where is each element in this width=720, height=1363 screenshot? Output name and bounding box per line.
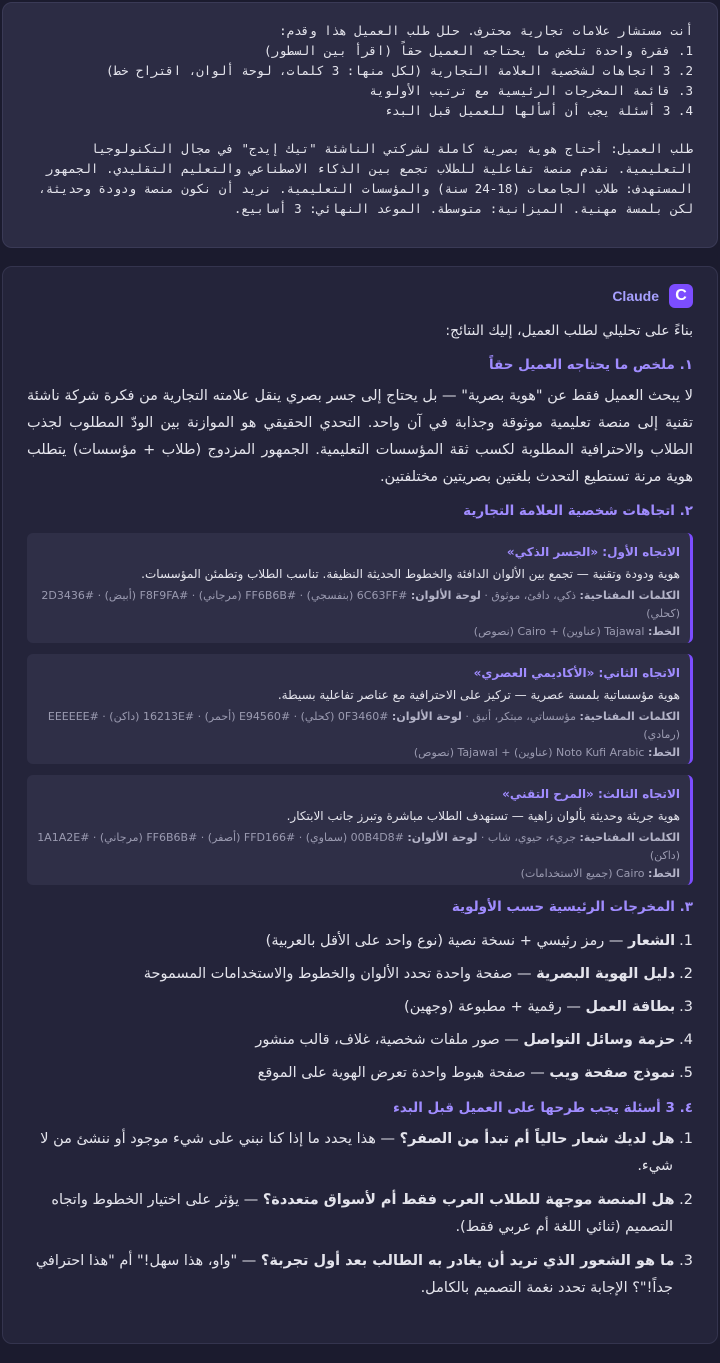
item-number: 1. (679, 933, 693, 949)
item-number: 3. (679, 1253, 693, 1269)
summary-paragraph: لا يبحث العميل فقط عن "هوية بصرية" — بل يحتاج إلى جسر بصري ينقل علامته التجارية من فكرة شركة ناشئة تقنية إلى منصة تعليمية موثوقة وجذابة في آن واحد. التحدي الحقيقي هو الموازنة بين الودّ المطلوب لجذب الطلاب والاحترافية المطلوبة لكسب ثقة المؤسسات التعليمية. الجمهور المزدوج (طلاب + مؤسسات) يتطلب هوية مرنة تستطيع التحدث بلغتين بصريتين مختلفتين. (27, 388, 693, 485)
section-title-questions: ٤. 3 أسئلة يجب طرحها على العميل قبل البدء (392, 1100, 693, 1116)
item-desc: — رمز رئيسي + نسخة نصية (نوع واحد على الأقل بالعربية) (265, 933, 628, 949)
item-number: 2. (679, 966, 693, 982)
direction-meta: الكلمات المفتاحية: مؤسساتي، مبتكر، أنيق · لوحة الألوان: #0F3460 (كحلي) · #E94560 (أحمر) · #16213E (داكن) · #EEEEEE (رمادي) الخط: Noto Kufi Arabic (عناوين) + Tajawal (نصوص) (47, 710, 680, 759)
direction-palette: #6C63FF (بنفسجي) · #FF6B6B (مرجاني) · #F8F9FA (أبيض) · #2D3436 (كحلي) (41, 589, 680, 620)
direction-font: Noto Kufi Arabic (عناوين) + Tajawal (نصوص) (413, 746, 645, 759)
item-desc: — صفحة واحدة تحدد الألوان والخطوط والاستخدامات المسموحة (143, 966, 537, 982)
questions-list (27, 1126, 693, 1302)
client-request-text: طلب العميل: أحتاج هوية بصرية كاملة لشركتي الناشئة "تيك إيدج" في مجال التكنولوجيا التعليمية. نقدم منصة تفاعلية للطلاب تجمع بين الذكاء الاصطناعي والتعليم التقليدي. الجمهور المستهدف: طلاب الجامعات (18-24 سنة) والمؤسسات التعليمية. نريد أن نكون منصة ودودة وحديثة، لكن بلمسة مهنية. الميزانية: متوسطة. الموعد النهائي: 3 أسابيع. (38, 141, 693, 216)
item-name: بطاقة العمل (585, 999, 676, 1015)
item-number: 4. (679, 1032, 693, 1048)
question-explanation: — "واو، هذا سهل!" أم "هذا احترافي جداً!"؟ الإجابة تحدد نغمة التصميم بالكامل. (35, 1253, 673, 1296)
prompt-line: 1. فقرة واحدة تلخص ما يحتاجه العميل حقاً (اقرأ بين السطور) (264, 43, 693, 58)
section-title-summary: ١. ملخص ما يحتاجه العميل حقاً (488, 357, 693, 373)
item-name: الشعار (628, 933, 676, 949)
direction-font: Cairo (جميع الاستخدامات) (520, 867, 645, 880)
question-explanation: — يؤثر على اختيار الخطوط واتجاه التصميم (ثنائي اللغة أم عربي فقط). (51, 1192, 673, 1235)
direction-meta: الكلمات المفتاحية: جريء، حيوي، شاب · لوحة الألوان: #00B4D8 (سماوي) · #FFD166 (أصفر) · #FF6B6B (مرجاني) · #1A1A2E (داكن) الخط: Cairo (جميع الاستخدامات) (37, 831, 680, 880)
item-name: نموذج صفحة ويب (549, 1065, 676, 1081)
question-text: هل لديك شعار حالياً أم تبدأ من الصفر؟ (399, 1131, 675, 1147)
item-desc: — صفحة هبوط واحدة تعرض الهوية على الموقع (257, 1065, 550, 1081)
item-name: حزمة وسائل التواصل (523, 1032, 676, 1048)
direction-title: الاتجاه الثالث: «المرح التقني» (502, 787, 680, 801)
direction-keywords: جريء، حيوي، شاب (487, 831, 577, 844)
item-number: 2. (679, 1192, 693, 1208)
palette-label: لوحة الألوان: (407, 831, 478, 844)
prompt-line: أنت مستشار علامات تجارية محترف. حلل طلب العميل هذا وقدم: (279, 23, 693, 38)
palette-label: لوحة الألوان: (410, 589, 481, 602)
font-label: الخط: (647, 867, 680, 880)
sender-name: Claude (612, 288, 659, 304)
question-explanation: — هذا يحدد ما إذا كنا نبني على شيء موجود أو ننشئ من لا شيء. (40, 1131, 673, 1174)
item-number: 3. (679, 999, 693, 1015)
list-item (27, 1057, 693, 1090)
direction-palette: #0F3460 (كحلي) · #E94560 (أحمر) · #16213E (داكن) · #EEEEEE (رمادي) (47, 710, 680, 741)
font-label: الخط: (647, 746, 680, 759)
direction-cards (27, 533, 693, 885)
direction-keywords: ذكي، دافئ، موثوق (491, 589, 577, 602)
question-text: هل المنصة موجهة للطلاب العرب فقط أم لأسواق متعددة؟ (262, 1192, 675, 1208)
section-title-directions: ٢. اتجاهات شخصية العلامة التجارية (463, 503, 693, 519)
direction-palette: #00B4D8 (سماوي) · #FFD166 (أصفر) · #FF6B6B (مرجاني) · #1A1A2E (داكن) (37, 831, 680, 862)
item-name: دليل الهوية البصرية (536, 966, 676, 982)
direction-description: هوية جريئة وحديثة بألوان زاهية — تستهدف الطلاب مباشرة وتبرز جانب الابتكار. (286, 809, 680, 823)
prompt-line: 3. قائمة المخرجات الرئيسية مع ترتيب الأولوية (369, 83, 693, 98)
direction-meta: الكلمات المفتاحية: ذكي، دافئ، موثوق · لوحة الألوان: #6C63FF (بنفسجي) · #FF6B6B (مرجاني) · #F8F9FA (أبيض) · #2D3436 (كحلي) الخط: Tajawal (عناوين) + Cairo (نصوص) (41, 589, 680, 638)
avatar: C (669, 284, 693, 308)
direction-title: الاتجاه الأول: «الجسر الذكي» (506, 545, 680, 559)
list-item (27, 991, 693, 1024)
direction-card (27, 533, 693, 643)
direction-description: هوية ودودة وتقنية — تجمع بين الألوان الدافئة والخطوط الحديثة النظيفة. تناسب الطلاب وتطمئن المؤسسات. (141, 567, 680, 581)
direction-card (27, 775, 693, 885)
direction-description: هوية مؤسساتية بلمسة عصرية — تركيز على الاحترافية مع عناصر تفاعلية بسيطة. (277, 688, 680, 702)
direction-card (27, 654, 693, 764)
deliverables-list (27, 925, 693, 1090)
font-label: الخط: (647, 625, 680, 638)
question-item (27, 1248, 693, 1302)
list-item (27, 1024, 693, 1057)
section-title-deliverables: ٣. المخرجات الرئيسية حسب الأولوية (451, 899, 693, 915)
user-prompt-bubble (2, 2, 718, 248)
direction-keywords: مؤسساتي، مبتكر، أنيق (472, 710, 577, 723)
assistant-response-bubble (2, 266, 718, 1344)
prompt-line: 4. 3 أسئلة يجب أن أسألها للعميل قبل البدء (384, 103, 693, 118)
direction-font: Tajawal (عناوين) + Cairo (نصوص) (473, 625, 645, 638)
keywords-label: الكلمات المفتاحية: (579, 589, 680, 602)
list-item (27, 958, 693, 991)
response-header (27, 283, 693, 309)
keywords-label: الكلمات المفتاحية: (579, 710, 680, 723)
palette-label: لوحة الألوان: (391, 710, 462, 723)
intro-text: بناءً على تحليلي لطلب العميل، إليك النتائج: (445, 323, 693, 339)
prompt-line: 2. 3 اتجاهات لشخصية العلامة التجارية (لكل منها: 3 كلمات، لوحة ألوان، اقتراح خط) (105, 63, 693, 78)
question-item (27, 1187, 693, 1241)
item-number: 1. (679, 1131, 693, 1147)
list-item (27, 925, 693, 958)
item-number: 5. (679, 1065, 693, 1081)
direction-title: الاتجاه الثاني: «الأكاديمي العصري» (473, 666, 680, 680)
item-desc: — رقمية + مطبوعة (وجهين) (404, 999, 586, 1015)
question-text: ما هو الشعور الذي تريد أن يغادر به الطالب بعد أول تجربة؟ (260, 1253, 675, 1269)
question-item (27, 1126, 693, 1180)
item-desc: — صور ملفات شخصية، غلاف، قالب منشور (255, 1032, 524, 1048)
keywords-label: الكلمات المفتاحية: (579, 831, 680, 844)
